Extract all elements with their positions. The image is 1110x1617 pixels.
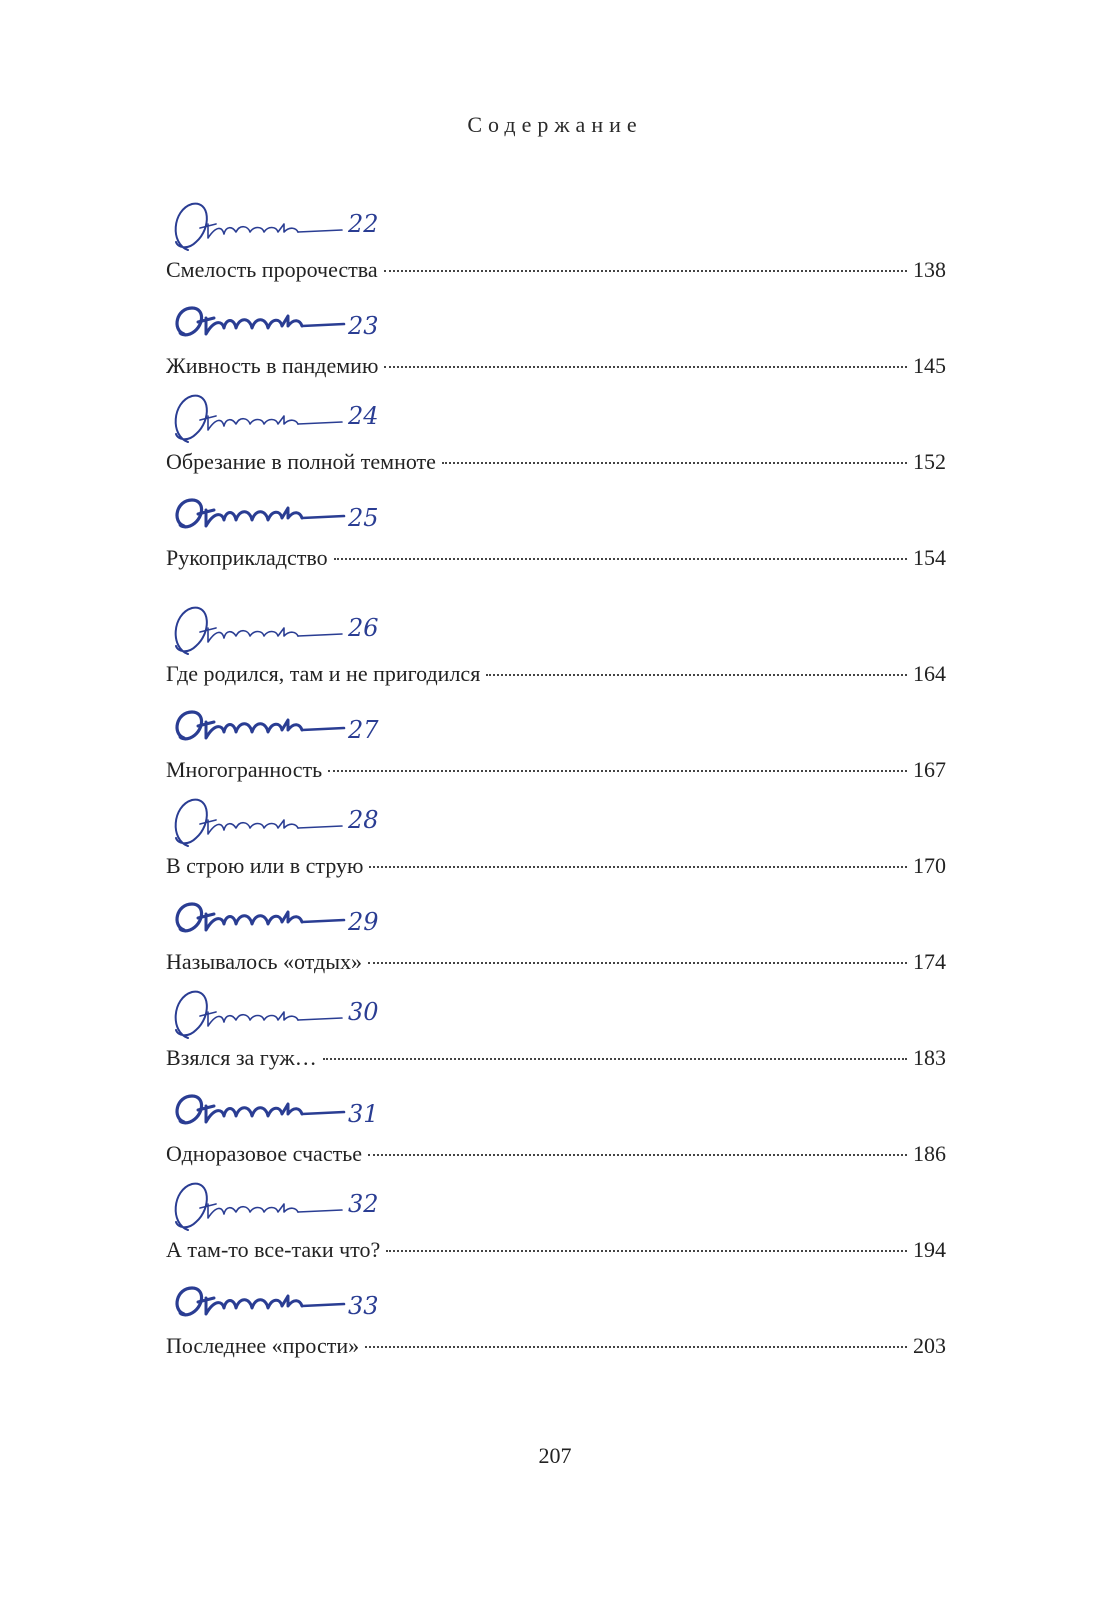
handwriting-stroke [302, 728, 344, 730]
toc-entry[interactable] [166, 1274, 946, 1372]
toc-line [166, 448, 946, 476]
handwritten-chapter-label [166, 1178, 406, 1240]
handwritten-mark-svg [166, 1274, 406, 1336]
dot-leader [384, 270, 907, 272]
handwritten-mark-svg [166, 986, 406, 1048]
toc-entry-title: Где родился, там и не пригодился [166, 661, 481, 686]
handwritten-chapter-label [166, 486, 406, 548]
toc-entry-title: Одноразовое счастье [166, 1141, 362, 1166]
handwritten-number: 26 [348, 614, 379, 642]
toc-entry-title: Рукоприкладство [166, 545, 328, 570]
handwritten-mark-svg [166, 294, 406, 356]
handwritten-mark-svg [166, 1082, 406, 1144]
toc-entry[interactable] [166, 198, 946, 296]
handwriting-stroke [198, 1296, 302, 1314]
toc-line [166, 852, 946, 880]
handwriting-stroke [302, 920, 344, 922]
toc-line [166, 1044, 946, 1072]
handwriting-stroke [298, 826, 342, 828]
toc-entry-title: Последнее «прости» [166, 1333, 360, 1358]
toc-page-number: 167 [913, 757, 946, 782]
handwritten-number: 32 [348, 1190, 379, 1218]
handwritten-mark-svg [166, 486, 406, 548]
handwriting-stroke [200, 224, 298, 238]
handwriting-stroke [298, 230, 342, 232]
handwriting-stroke [198, 912, 302, 930]
handwriting-stroke [298, 1210, 342, 1212]
toc-entry-title: Называлось «отдых» [166, 949, 363, 974]
toc-entry-title: Многогранность [166, 757, 323, 782]
toc-line [166, 256, 946, 284]
toc-page-number: 145 [913, 353, 946, 378]
handwriting-stroke [302, 324, 344, 326]
handwriting-stroke [302, 516, 344, 518]
handwritten-number: 29 [348, 908, 379, 936]
toc-entry[interactable] [166, 294, 946, 392]
handwritten-number: 25 [348, 504, 379, 532]
handwritten-chapter-label [166, 198, 406, 260]
handwritten-chapter-label [166, 602, 406, 664]
dot-leader [368, 962, 907, 964]
toc-line [166, 660, 946, 688]
toc-entry[interactable] [166, 1178, 946, 1276]
toc-page-number: 194 [913, 1237, 946, 1262]
handwritten-mark-svg [166, 1178, 406, 1240]
toc-entry-title: Смелость пророчества [166, 257, 378, 282]
toc-entry-title: Взялся за гуж… [166, 1045, 317, 1070]
toc-entry[interactable] [166, 986, 946, 1084]
page-number: 207 [538, 1443, 572, 1468]
handwritten-chapter-label [166, 1274, 406, 1336]
handwriting-stroke [298, 422, 342, 424]
handwritten-chapter-label [166, 1082, 406, 1144]
toc-line [166, 756, 946, 784]
handwritten-number: 23 [348, 312, 379, 340]
handwriting-stroke [298, 634, 342, 636]
toc-entry[interactable] [166, 890, 946, 988]
handwritten-mark-svg [166, 794, 406, 856]
handwriting-stroke [302, 1304, 344, 1306]
toc-page-number: 203 [913, 1333, 946, 1358]
handwriting-stroke [200, 820, 298, 834]
toc-entry[interactable] [166, 390, 946, 488]
toc-entry[interactable] [166, 698, 946, 796]
handwriting-stroke [302, 1112, 344, 1114]
toc-line [166, 1140, 946, 1168]
handwritten-chapter-label [166, 890, 406, 952]
handwritten-number: 31 [348, 1100, 379, 1128]
toc-page-number: 183 [913, 1045, 946, 1070]
toc-entry[interactable] [166, 1082, 946, 1180]
handwritten-number: 30 [348, 998, 379, 1026]
toc-entry[interactable] [166, 486, 946, 584]
handwritten-chapter-label [166, 698, 406, 760]
handwriting-stroke [200, 628, 298, 642]
handwritten-mark-svg [166, 198, 406, 260]
dot-leader [334, 558, 907, 560]
dot-leader [384, 366, 907, 368]
handwritten-number: 33 [348, 1292, 379, 1320]
dot-leader [365, 1346, 907, 1348]
handwritten-number: 24 [348, 402, 379, 430]
dot-leader [442, 462, 907, 464]
dot-leader [368, 1154, 907, 1156]
handwriting-stroke [200, 416, 298, 430]
toc-entry-title: Живность в пандемию [166, 353, 379, 378]
toc-page-number: 170 [913, 853, 946, 878]
handwriting-stroke [198, 1104, 302, 1122]
handwriting-stroke [298, 1018, 342, 1020]
handwritten-chapter-label [166, 390, 406, 452]
handwriting-stroke [200, 1012, 298, 1026]
toc-page-number: 152 [913, 449, 946, 474]
handwritten-number: 22 [348, 210, 379, 238]
toc-line [166, 352, 946, 380]
handwriting-stroke [198, 316, 302, 334]
handwriting-stroke [200, 1204, 298, 1218]
page-title: Содержание [467, 112, 643, 137]
handwritten-number: 27 [348, 716, 379, 744]
toc-page-number: 164 [913, 661, 946, 686]
handwritten-chapter-label [166, 294, 406, 356]
handwritten-mark-svg [166, 390, 406, 452]
toc-page-number: 186 [913, 1141, 946, 1166]
toc-entry-title: В строю или в струю [166, 853, 364, 878]
handwritten-mark-svg [166, 890, 406, 952]
toc-entry[interactable] [166, 794, 946, 892]
toc-page-number: 154 [913, 545, 946, 570]
handwritten-chapter-label [166, 986, 406, 1048]
handwritten-mark-svg [166, 698, 406, 760]
dot-leader [369, 866, 907, 868]
toc-line [166, 1236, 946, 1264]
dot-leader [386, 1250, 907, 1252]
toc-line [166, 948, 946, 976]
handwriting-stroke [198, 508, 302, 526]
dot-leader [328, 770, 907, 772]
toc-line [166, 1332, 946, 1360]
toc-line [166, 544, 946, 572]
handwritten-mark-svg [166, 602, 406, 664]
handwriting-stroke [198, 720, 302, 738]
handwritten-chapter-label [166, 794, 406, 856]
toc-page-number: 174 [913, 949, 946, 974]
handwritten-number: 28 [348, 806, 379, 834]
toc-entry-title: Обрезание в полной темноте [166, 449, 436, 474]
dot-leader [486, 674, 907, 676]
dot-leader [323, 1058, 907, 1060]
toc-entry[interactable] [166, 602, 946, 700]
toc-entry-title: А там-то все-таки что? [166, 1237, 381, 1262]
toc-page-number: 138 [913, 257, 946, 282]
